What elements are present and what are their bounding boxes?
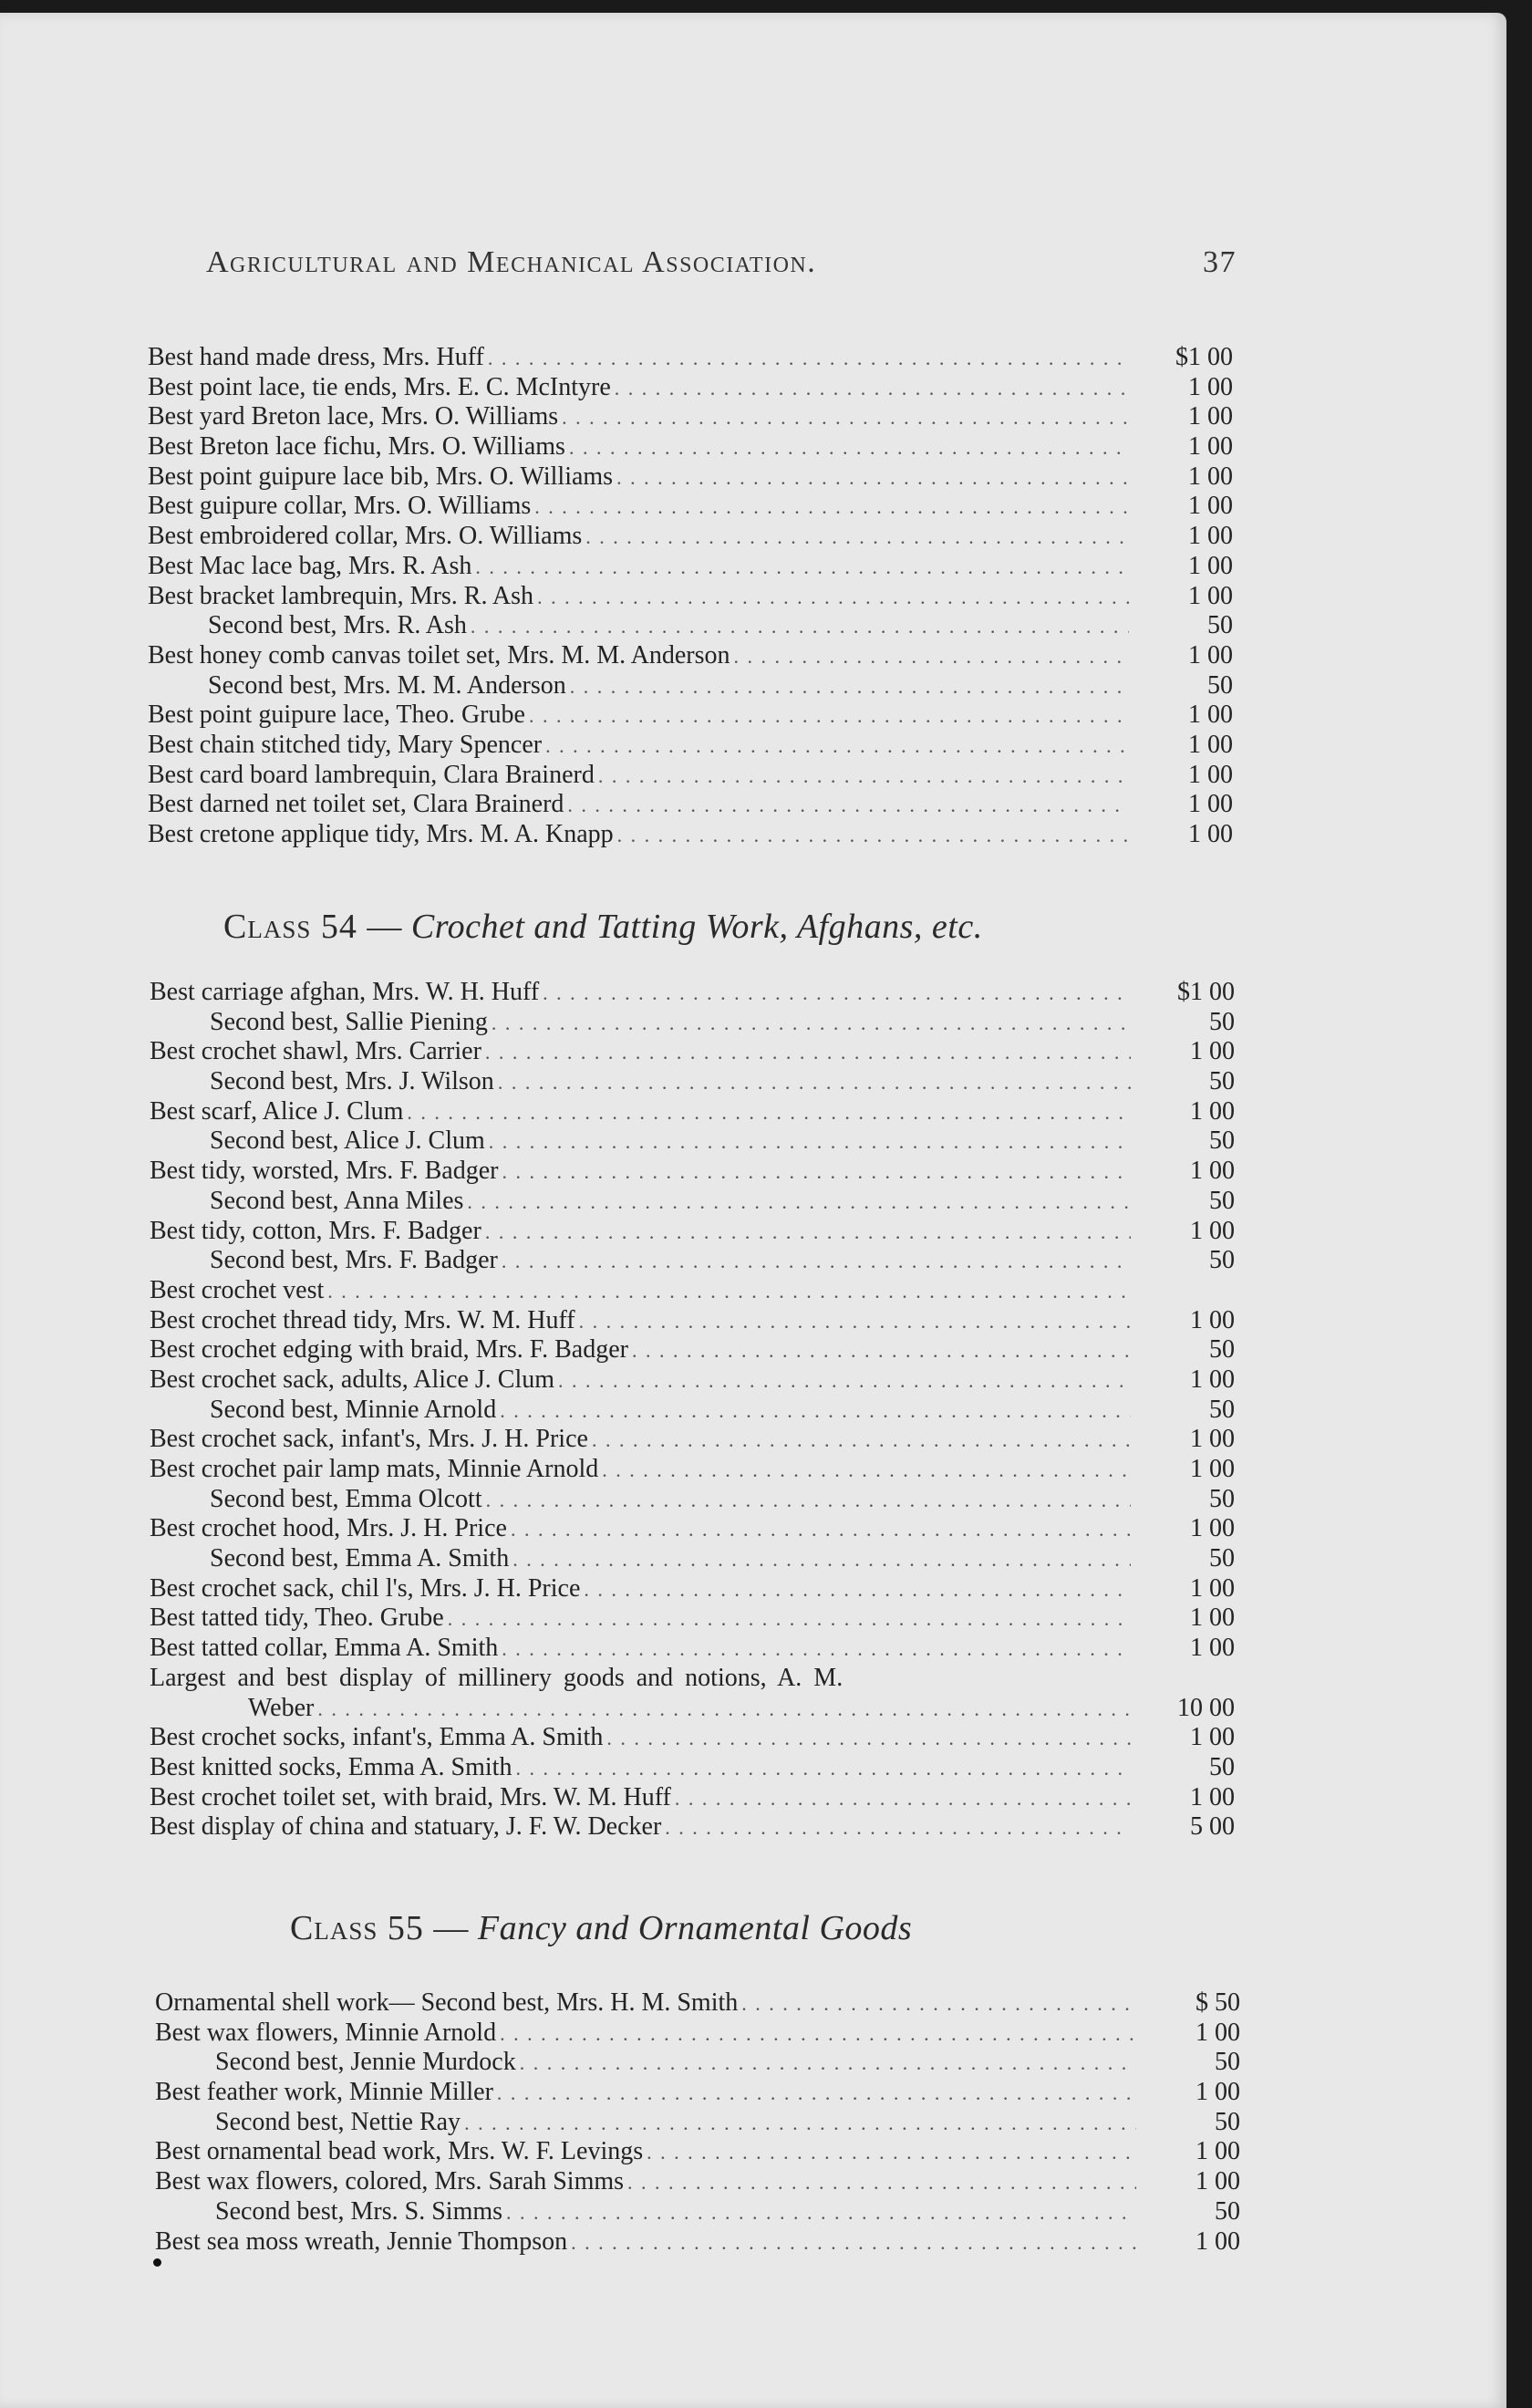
page-number: 37: [1203, 245, 1237, 279]
award-amount: 50: [1207, 611, 1233, 640]
award-row: [148, 611, 1233, 641]
award-row: [155, 2108, 1240, 2138]
award-text: Second best, Emma Olcott: [210, 1484, 482, 1513]
award-row: [150, 1455, 1235, 1485]
leader-dots: [471, 615, 1129, 638]
award-text: Best tatted collar, Emma A. Smith: [150, 1634, 499, 1663]
leader-dots: [543, 981, 1131, 1005]
leader-dots: [489, 1130, 1131, 1154]
award-row: [155, 2019, 1240, 2049]
award-row: [150, 1157, 1235, 1187]
award-text: Best crochet hood, Mrs. J. H. Price: [150, 1514, 507, 1543]
award-row: [148, 373, 1233, 403]
award-text: Best wax flowers, Minnie Arnold: [155, 2018, 497, 2047]
leader-dots: [537, 586, 1129, 609]
award-amount: $1 00: [1175, 343, 1233, 371]
award-text: Best feather work, Minnie Miller: [155, 2078, 493, 2107]
award-amount: $ 50: [1196, 1988, 1240, 2017]
award-text: Best carriage afghan, Mrs. W. H. Huff: [150, 978, 540, 1006]
award-row: [150, 1008, 1235, 1038]
award-text: Ornamental shell work— Second best, Mrs. H. M. Smith: [155, 1988, 739, 2017]
award-row: [148, 582, 1233, 612]
award-row: [150, 1514, 1235, 1544]
award-text: Best display of china and statuary, J. F. W. Decker: [150, 1812, 662, 1842]
award-amount: 50: [1209, 1007, 1235, 1036]
award-row: [150, 1365, 1235, 1396]
award-text: Best crochet sack, chil l's, Mrs. J. H. Price: [150, 1573, 581, 1603]
leader-dots: [570, 675, 1129, 699]
leader-dots: [602, 1458, 1131, 1482]
leader-dots: [632, 1339, 1131, 1363]
award-text: Best Mac lace bag, Mrs. R. Ash: [148, 551, 472, 580]
leader-dots: [512, 1548, 1131, 1572]
leader-dots: [485, 1041, 1131, 1064]
award-amount: 1 00: [1190, 1514, 1235, 1543]
award-text: Second best, Mrs. M. M. Anderson: [208, 670, 566, 700]
leader-dots: [515, 1757, 1131, 1780]
award-text: Best tatted tidy, Theo. Grube: [150, 1604, 444, 1633]
award-amount: 50: [1209, 1544, 1235, 1573]
leader-dots: [627, 2171, 1136, 2195]
class-54-award-list: [150, 978, 1235, 1842]
award-text: Second best, Jennie Murdock: [215, 2048, 516, 2077]
class-55-label: Class 55 —: [290, 1909, 470, 1947]
award-text: Best scarf, Alice J. Clum: [150, 1096, 404, 1126]
award-row: [155, 2227, 1240, 2258]
award-row: [150, 1067, 1235, 1097]
award-amount: 1 00: [1190, 1037, 1235, 1066]
award-amount: 50: [1209, 1395, 1235, 1424]
award-amount: 1 00: [1188, 701, 1233, 730]
award-amount: 1 00: [1196, 2167, 1240, 2196]
award-row: [148, 402, 1233, 432]
leader-dots: [502, 1637, 1131, 1661]
award-text: Best crochet sack, infant's, Mrs. J. H. Price: [150, 1425, 588, 1454]
award-text: Best wax flowers, colored, Mrs. Sarah Simms: [155, 2167, 625, 2196]
award-amount: 1 00: [1188, 372, 1233, 401]
award-row: [150, 1306, 1235, 1336]
award-text: Second best, Alice J. Clum: [210, 1126, 485, 1156]
award-text: Best ornamental bead work, Mrs. W. F. Levings: [155, 2137, 644, 2166]
award-row: [150, 1664, 1235, 1694]
award-text: Best tidy, worsted, Mrs. F. Badger: [150, 1157, 499, 1186]
leader-dots: [317, 1697, 1131, 1721]
award-amount: 1 00: [1196, 2018, 1240, 2047]
award-amount: 50: [1215, 2196, 1240, 2226]
leader-dots: [545, 734, 1129, 758]
award-text: Best hand made dress, Mrs. Huff: [148, 343, 484, 371]
award-amount: 1 00: [1188, 462, 1233, 491]
leader-dots: [598, 764, 1129, 788]
leader-dots: [647, 2141, 1136, 2164]
leader-dots: [733, 645, 1129, 669]
award-amount: 1 00: [1188, 790, 1233, 819]
leader-dots: [327, 1280, 1131, 1303]
award-row: [150, 978, 1235, 1008]
award-amount: 1 00: [1190, 1425, 1235, 1454]
page-header-title: Agricultural and Mechanical Association.: [206, 245, 817, 279]
award-text: Largest and best display of millinery goods and notions, A. M.: [150, 1663, 844, 1692]
award-amount: 1 00: [1196, 2226, 1240, 2256]
leader-dots: [529, 704, 1129, 728]
leader-dots: [616, 466, 1129, 490]
award-amount: 50: [1215, 2107, 1240, 2136]
award-text: Best Breton lace fichu, Mrs. O. Williams: [148, 432, 565, 462]
award-text: Best chain stitched tidy, Mary Spencer: [148, 730, 543, 759]
class-54-label: Class 54 —: [223, 908, 403, 946]
award-amount: 1 00: [1188, 760, 1233, 789]
award-row: [155, 2078, 1240, 2108]
award-amount: 1 00: [1188, 640, 1233, 669]
award-text: Best crochet vest: [150, 1275, 325, 1304]
award-text: Best point guipure lace, Theo. Grube: [148, 701, 525, 730]
award-amount: 1 00: [1188, 432, 1233, 462]
award-text: Second best, Anna Miles: [210, 1186, 464, 1215]
award-row: [148, 671, 1233, 701]
award-amount: 1 00: [1190, 1455, 1235, 1483]
award-text: Second best, Mrs. F. Badger: [210, 1246, 498, 1275]
award-row: [150, 1783, 1235, 1813]
leader-dots: [585, 525, 1129, 549]
leader-dots: [467, 1190, 1131, 1214]
award-row: [148, 761, 1233, 791]
award-amount: 1 00: [1190, 1782, 1235, 1811]
leader-dots: [617, 824, 1129, 847]
award-amount: $1 00: [1177, 978, 1235, 1006]
award-text: Best crochet thread tidy, Mrs. W. M. Huff: [150, 1305, 575, 1334]
award-row: [150, 1217, 1235, 1247]
award-amount: 50: [1209, 1752, 1235, 1781]
award-row: [155, 2167, 1240, 2197]
award-amount: 1 00: [1188, 522, 1233, 551]
award-amount: 50: [1209, 1484, 1235, 1513]
award-amount: 1 00: [1188, 492, 1233, 521]
award-amount: 1 00: [1196, 2137, 1240, 2166]
award-row: [148, 522, 1233, 552]
award-text: Best sea moss wreath, Jennie Thompson: [155, 2226, 568, 2256]
award-amount: 50: [1209, 1126, 1235, 1156]
award-amount: 50: [1215, 2048, 1240, 2077]
award-amount: 1 00: [1188, 551, 1233, 580]
award-text: Best embroidered collar, Mrs. O. Williams: [148, 522, 583, 551]
award-row: [150, 1276, 1235, 1306]
award-row: [150, 1246, 1235, 1276]
award-row: [150, 1396, 1235, 1426]
award-row: [150, 1604, 1235, 1634]
award-amount: 1 00: [1190, 1573, 1235, 1603]
award-row: [150, 1485, 1235, 1515]
leader-dots: [567, 794, 1129, 817]
award-amount: 50: [1207, 670, 1233, 700]
leader-dots: [741, 1992, 1136, 2016]
award-row: [150, 1753, 1235, 1783]
leader-dots: [448, 1607, 1131, 1631]
award-amount: 1 00: [1190, 1096, 1235, 1126]
leader-dots: [488, 347, 1129, 370]
award-amount: 1 00: [1190, 1604, 1235, 1633]
leader-dots: [569, 436, 1129, 460]
award-amount: 50: [1209, 1067, 1235, 1096]
class-54-title: Crochet and Tatting Work, Afghans, etc.: [410, 908, 983, 946]
leader-dots: [592, 1428, 1131, 1452]
award-text: Best card board lambrequin, Clara Brainerd: [148, 760, 595, 789]
award-row: [150, 1544, 1235, 1574]
award-amount: 1 00: [1190, 1216, 1235, 1245]
award-text: Best point guipure lace bib, Mrs. O. Williams: [148, 462, 614, 491]
class-55-award-list: [155, 1988, 1240, 2257]
award-text: Best crochet sack, adults, Alice J. Clum: [150, 1365, 555, 1394]
award-text: Second best, Minnie Arnold: [210, 1395, 497, 1424]
leader-dots: [584, 1578, 1131, 1602]
leader-dots: [511, 1518, 1131, 1541]
award-row: [150, 1694, 1235, 1724]
award-text: Best crochet socks, infant's, Emma A. Smith: [150, 1723, 604, 1752]
bullet-mark: [153, 2258, 161, 2267]
award-text: Second best, Mrs. R. Ash: [208, 611, 467, 640]
award-text: Best guipure collar, Mrs. O. Williams: [148, 492, 532, 521]
leader-dots: [606, 1727, 1131, 1750]
leader-dots: [500, 1399, 1131, 1423]
book-page: [0, 13, 1506, 2408]
award-amount: 10 00: [1177, 1693, 1235, 1722]
leader-dots: [615, 377, 1129, 400]
award-amount: 50: [1209, 1186, 1235, 1215]
award-text: Second best, Mrs. S. Simms: [215, 2196, 503, 2226]
award-amount: 5 00: [1190, 1812, 1235, 1842]
leader-dots: [407, 1101, 1131, 1125]
award-row: [150, 1574, 1235, 1604]
leader-dots: [579, 1310, 1131, 1334]
award-text: Best crochet toilet set, with braid, Mrs. W. M. Huff: [150, 1782, 671, 1811]
leader-dots: [562, 406, 1129, 430]
award-amount: 50: [1209, 1246, 1235, 1275]
award-text: Weber: [248, 1693, 315, 1722]
leader-dots: [475, 555, 1129, 579]
award-row: [148, 492, 1233, 522]
award-row: [150, 1037, 1235, 1067]
running-header: [206, 245, 1237, 280]
leader-dots: [485, 1220, 1131, 1244]
award-text: Second best, Nettie Ray: [215, 2107, 461, 2136]
award-amount: 1 00: [1188, 820, 1233, 848]
award-row: [148, 432, 1233, 462]
leader-dots: [502, 1250, 1131, 1273]
award-row: [150, 1425, 1235, 1455]
award-row: [148, 462, 1233, 493]
award-text: Best crochet shawl, Mrs. Carrier: [150, 1037, 481, 1066]
award-text: Second best, Emma A. Smith: [210, 1544, 510, 1573]
award-amount: 1 00: [1188, 581, 1233, 610]
award-row: [150, 1812, 1235, 1842]
award-row: [150, 1335, 1235, 1365]
leader-dots: [497, 2081, 1136, 2105]
class-55-heading: [290, 1908, 912, 1948]
award-row: [148, 641, 1233, 671]
award-amount: 1 00: [1190, 1365, 1235, 1394]
leader-dots: [486, 1489, 1131, 1512]
award-amount: 1 00: [1190, 1157, 1235, 1186]
award-row: [148, 343, 1233, 373]
leader-dots: [558, 1369, 1131, 1393]
award-text: Second best, Mrs. J. Wilson: [210, 1067, 494, 1096]
award-text: Best crochet edging with braid, Mrs. F. Badger: [150, 1335, 628, 1365]
award-amount: 1 00: [1188, 730, 1233, 759]
award-text: Best tidy, cotton, Mrs. F. Badger: [150, 1216, 481, 1245]
award-text: Best crochet pair lamp mats, Minnie Arnold: [150, 1455, 599, 1483]
leader-dots: [675, 1787, 1131, 1811]
award-amount: 1 00: [1190, 1723, 1235, 1752]
award-text: Best honey comb canvas toilet set, Mrs. M. M. Anderson: [148, 640, 730, 669]
award-row: [150, 1187, 1235, 1217]
class-54-heading: [223, 907, 983, 947]
award-row: [155, 2048, 1240, 2078]
award-text: Best yard Breton lace, Mrs. O. Williams: [148, 402, 559, 431]
leader-dots: [464, 2112, 1136, 2135]
class-55-title: Fancy and Ornamental Goods: [477, 1909, 913, 1947]
leader-dots: [502, 1160, 1131, 1184]
award-amount: 50: [1209, 1335, 1235, 1365]
award-row: [148, 552, 1233, 582]
award-text: Best cretone applique tidy, Mrs. M. A. Knapp: [148, 820, 614, 848]
leader-dots: [506, 2201, 1136, 2225]
award-row: [150, 1126, 1235, 1157]
award-row: [148, 731, 1233, 761]
leader-dots: [571, 2231, 1136, 2255]
award-text: Best darned net toilet set, Clara Brainerd: [148, 790, 564, 819]
award-amount: 1 00: [1188, 402, 1233, 431]
leader-dots: [498, 1071, 1131, 1095]
leader-dots: [520, 2051, 1136, 2075]
award-row: [150, 1634, 1235, 1664]
award-amount: 1 00: [1196, 2078, 1240, 2107]
award-row: [155, 2137, 1240, 2167]
award-row: [148, 820, 1233, 850]
award-text: Second best, Sallie Piening: [210, 1007, 488, 1036]
leader-dots: [665, 1816, 1131, 1840]
leader-dots: [534, 495, 1129, 519]
award-amount: 1 00: [1190, 1634, 1235, 1663]
leader-dots: [500, 2022, 1136, 2046]
award-text: Best knitted socks, Emma A. Smith: [150, 1752, 512, 1781]
award-text: Best point lace, tie ends, Mrs. E. C. McIntyre: [148, 372, 611, 401]
award-row: [155, 2197, 1240, 2227]
award-row: [155, 1988, 1240, 2019]
leader-dots: [492, 1012, 1131, 1035]
award-list-continued: [148, 343, 1233, 850]
award-row: [148, 701, 1233, 731]
award-row: [150, 1723, 1235, 1753]
award-row: [148, 790, 1233, 820]
award-amount: 1 00: [1190, 1305, 1235, 1334]
award-row: [150, 1097, 1235, 1127]
award-text: Best bracket lambrequin, Mrs. R. Ash: [148, 581, 534, 610]
